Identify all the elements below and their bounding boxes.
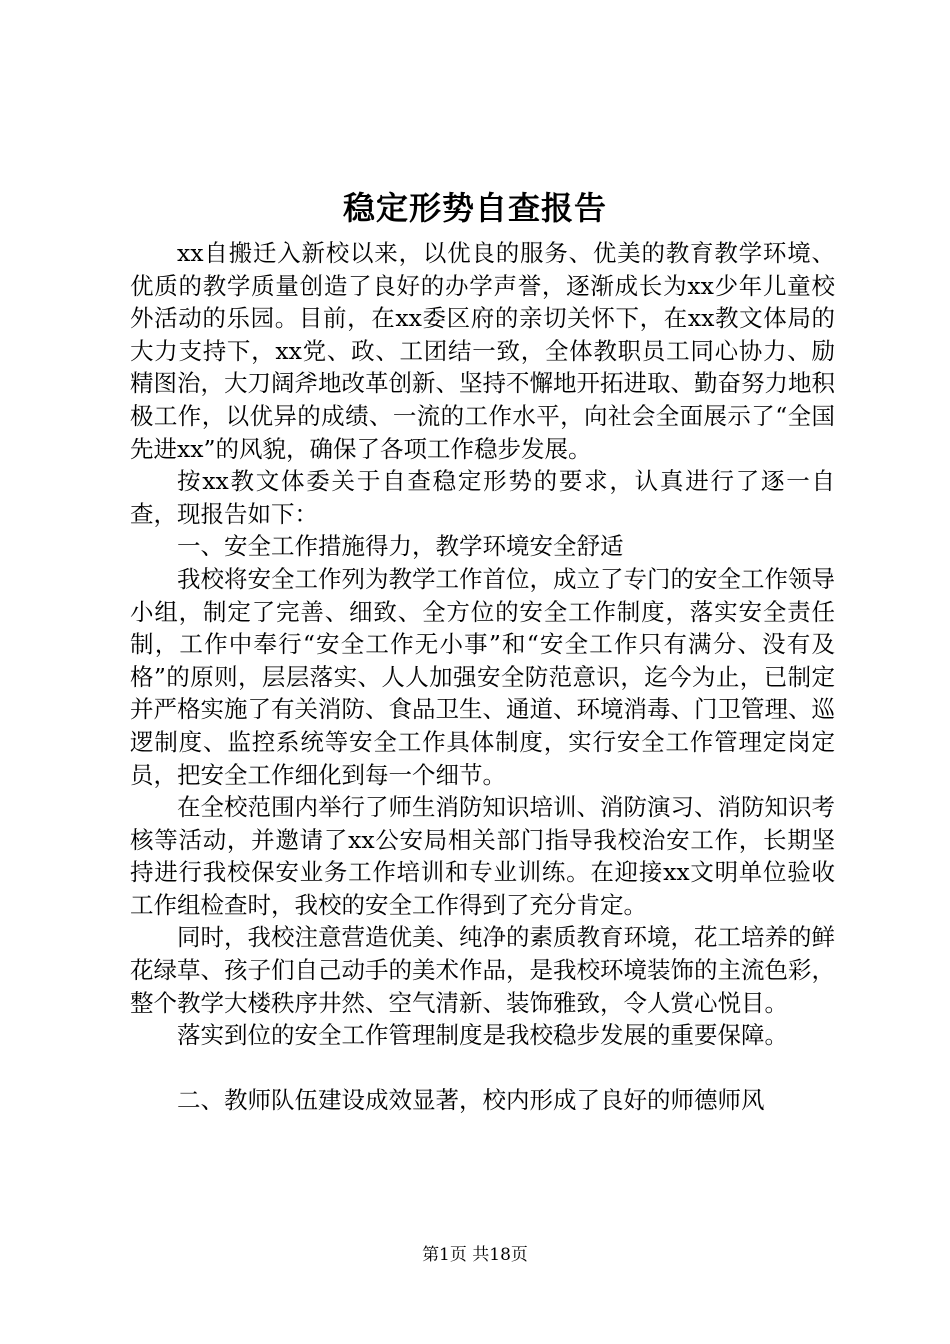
section-heading-2: 二、教师队伍建设成效显著，校内形成了良好的师德师风 bbox=[177, 1086, 765, 1115]
paragraph-intro: xx自搬迁入新校以来，以优良的服务、优美的教育教学环境、优质的教学质量创造了良好的办学声誉，逐渐成长为xx少年儿童校外活动的乐园。目前，在xx委区府的亲切关怀下，在xx教文体局的大力支持下，xx党、政、工团结一致，全体教职员工同心协力、励精图治，大刀阔斧地改革创新、坚持不懈地开拓进取、勤奋努力地积极工作，以优异的成绩、一流的工作水平，向社会全面展示了“全国先进xx”的风貌，确保了各项工作稳步发展。 bbox=[130, 239, 835, 463]
paragraph-report-intro: 按xx教文体委关于自查稳定形势的要求，认真进行了逐一自查，现报告如下： bbox=[130, 467, 835, 528]
paragraph-environment: 同时，我校注意营造优美、纯净的素质教育环境，花工培养的鲜花绿草、孩子们自己动手的美术作品，是我校环境装饰的主流色彩，整个教学大楼秩序井然、空气清新、装饰雅致，令人赏心悦目。 bbox=[130, 923, 835, 1017]
section-heading-1: 一、安全工作措施得力，教学环境安全舒适 bbox=[177, 532, 624, 561]
page-footer: 第1页 共18页 bbox=[422, 1245, 528, 1265]
paragraph-fire-training: 在全校范围内举行了师生消防知识培训、消防演习、消防知识考核等活动，并邀请了xx公安局相关部门指导我校治安工作，长期坚持进行我校保安业务工作培训和专业训练。在迎接xx文明单位验收工作组检查时，我校的安全工作得到了充分肯定。 bbox=[130, 793, 835, 919]
document-title: 稳定形势自查报告 bbox=[342, 189, 607, 227]
document-body bbox=[130, 237, 835, 1117]
paragraph-safety-measures: 我校将安全工作列为教学工作首位，成立了专门的安全工作领导小组，制定了完善、细致、全方位的安全工作制度，落实安全责任制，工作中奉行“安全工作无小事”和“安全工作只有满分、没有及格”的原则，层层落实、人人加强安全防范意识，迄今为止，已制定并严格实施了有关消防、食品卫生、通道、环境消毒、门卫管理、巡逻制度、监控系统等安全工作具体制度，实行安全工作管理定岗定员，把安全工作细化到每一个细节。 bbox=[130, 564, 835, 789]
paragraph-safety-summary: 落实到位的安全工作管理制度是我校稳步发展的重要保障。 bbox=[177, 1021, 788, 1050]
